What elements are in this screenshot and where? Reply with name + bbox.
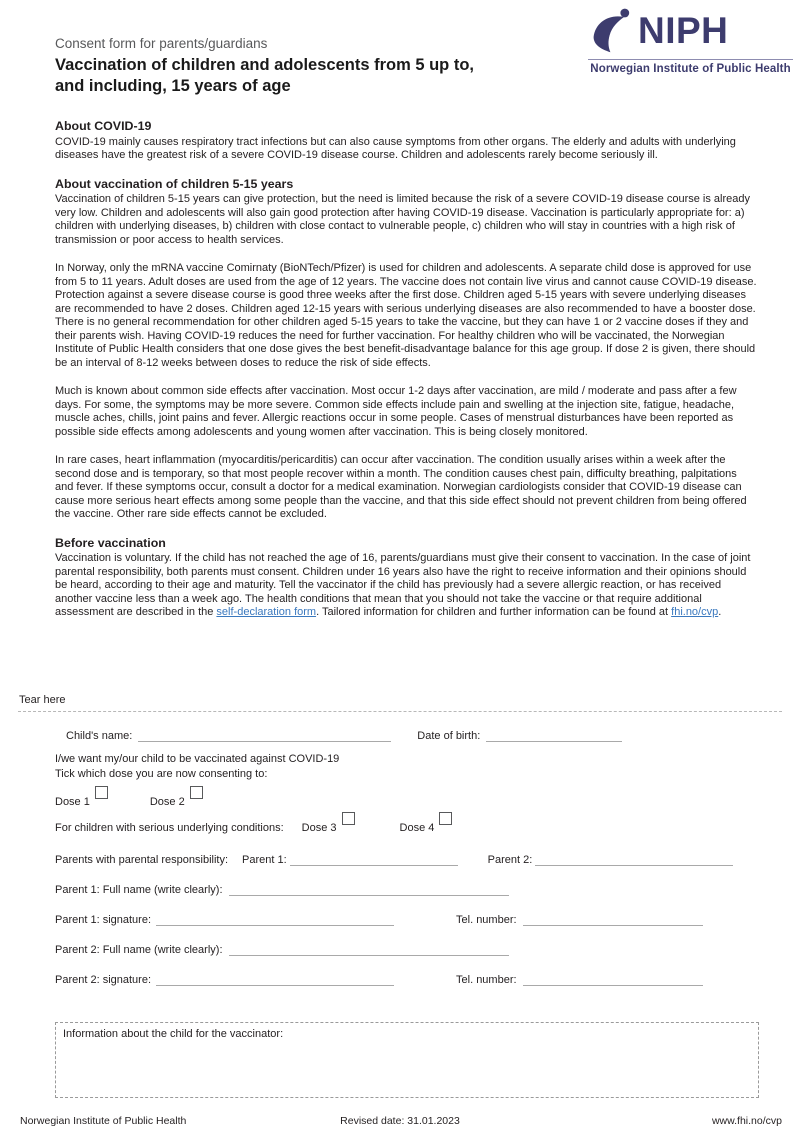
vaccinator-info-box[interactable]: [55, 1022, 759, 1098]
side-effects-paragraph: Much is known about common side effects after vaccination. Most occur 1-2 days after vaccination, are mild / moderate and pass after a few days. For some, the symptoms may be more severe. Common side effects include pain and swelling at the injection site, fatigue, headache, muscle aches, chills, joint pains and fever. Allergic reactions occur in some people. Cases of menstrual disturbances have been reported as possible side effects among adolescents and young women after vaccination. This is being closely monitored.: [55, 385, 737, 438]
parent1-name-field[interactable]: [290, 852, 458, 866]
page-title-line1: Vaccination of children and adolescents from 5 up to,: [55, 56, 474, 74]
dose-3-label: Dose 3: [301, 822, 337, 834]
parent1-fullname-field[interactable]: [229, 882, 509, 896]
before-vaccination-text-2: . Tailored information for children and further information can be found at: [316, 606, 672, 618]
niph-logo-acronym: NIPH: [638, 10, 729, 51]
footer-revised-date: Revised date: 31.01.2023: [340, 1115, 460, 1127]
dose-1-2-row: [55, 795, 203, 808]
page-title: [55, 55, 575, 97]
about-vaccination-heading: About vaccination of children 5-15 years: [55, 176, 294, 191]
parent1-signature-row: [55, 912, 703, 926]
parent2-fullname-row: [55, 942, 509, 956]
logo-divider: [588, 59, 793, 60]
before-vaccination-paragraph: [55, 552, 757, 620]
niph-logo-mark-icon: [588, 8, 636, 58]
dose-1-label: Dose 1: [55, 796, 90, 808]
parent2-fullname-field[interactable]: [229, 942, 509, 956]
about-covid-heading: About COVID-19: [55, 119, 152, 133]
vaccinator-info-label: Information about the child for the vaccinator:: [63, 1028, 284, 1040]
dose-3-4-row: [55, 821, 452, 834]
parent1-tel-field[interactable]: [523, 912, 703, 926]
footer-url: www.fhi.no/cvp: [711, 1115, 782, 1127]
header: [55, 36, 575, 97]
parent1-label: Parent 1:: [242, 854, 287, 866]
parent1-signature-field[interactable]: [156, 912, 394, 926]
child-name-row: [66, 728, 622, 742]
dose-4-checkbox[interactable]: [439, 812, 452, 825]
tear-here-label: Tear here: [19, 694, 66, 706]
parent1-fullname-row: [55, 882, 509, 896]
before-vaccination-text-1: Vaccination is voluntary. If the child has not reached the age of 16, parents/guardians must give their consent to vaccination. In the case of joint parental responsibility, both parents must consent. Children under 16 years also have the right to receive information and their opinions should be heard, according to their age and maturity. Tell the vaccinator if the child has previously had a severe allergic reaction, or has received another vaccine less than a week ago. The health conditions that mean that you should not take the vaccine or that require additional assessment are described in the: [55, 552, 751, 618]
serious-conditions-label: For children with serious underlying conditions:: [55, 822, 284, 834]
parent2-name-field[interactable]: [535, 852, 733, 866]
consent-statement: [55, 752, 339, 781]
date-of-birth-field[interactable]: [486, 728, 622, 742]
parent2-tel-label: Tel. number:: [456, 974, 517, 986]
dose-1-checkbox[interactable]: [95, 786, 108, 799]
consent-statement-line2: Tick which dose you are now consenting to:: [55, 767, 268, 780]
about-vaccination-paragraph-2: In Norway, only the mRNA vaccine Comirnaty (BioNTech/Pfizer) is used for children and adolescents. A separate child dose is approved for use from 5 to 11 years. Adult doses are used from the age of 12 years. The vaccine does not contain live virus and cannot cause COVID-19 disease. Protection against a severe disease course is good three weeks after the first dose. Children aged 5-15 years with severe underlying diseases are recommended to have 2 doses. Children aged 12-15 years with serious underlying diseases are also recommended to have a booster dose. There is no general recommendation for other children aged 5-15 years to take the vaccine, but they can have 1 or 2 vaccine doses if they and their parents wish. Having COVID-19 reduces the need for further vaccination. For healthy children who will be vaccinated, the Norwegian Institute of Public Health considers that one dose gives the best benefit-disadvantage balance for this age group. If dose 2 is given, there should be an interval of 8-12 weeks between doses to reduce the risk of side effects.: [55, 262, 757, 369]
childs-name-field[interactable]: [138, 728, 391, 742]
dose-2-label: Dose 2: [149, 796, 185, 808]
self-declaration-form-link[interactable]: self-declaration form: [216, 606, 317, 618]
form-subtitle: Consent form for parents/guardians: [55, 36, 268, 51]
niph-logo-name: Norwegian Institute of Public Health: [590, 63, 791, 75]
page-title-line2: and including, 15 years of age: [55, 77, 291, 95]
information-text: [55, 120, 757, 635]
parent2-tel-field[interactable]: [523, 972, 703, 986]
footer-institute: Norwegian Institute of Public Health: [20, 1115, 187, 1127]
parent2-signature-field[interactable]: [156, 972, 394, 986]
before-vaccination-heading: Before vaccination: [55, 535, 166, 550]
parent1-tel-label: Tel. number:: [456, 914, 517, 926]
about-vaccination-paragraph-1: Vaccination of children 5-15 years can give protection, but the need is limited because the risk of a severe COVID-19 disease course is already very low. Children and adolescents will also gain good protection after having COVID-19 disease. Vaccination is particularly appropriate for: a) children with underlying diseases, b) children with close contact to vulnerable people, c) children who will stay in countries with a high risk of transmission or poor access to health services.: [55, 193, 750, 246]
fhi-cvp-link[interactable]: fhi.no/cvp: [671, 606, 719, 618]
rare-side-effects-paragraph: In rare cases, heart inflammation (myocarditis/pericarditis) can occur after vaccination. The condition usually arises within a week after the second dose and is temporary, so that most people recover within a month. The condition causes chest pain, difficulty breathing, palpitations and fever. If these symptoms occur, consult a doctor for a medical examination. Norwegian cardiologists consider that COVID-19 disease can cause more serious heart effects among some people than the vaccine, and that this side effect should not prevent children from being offered the vaccine. Other rare side effects cannot be excluded.: [55, 454, 747, 520]
before-vaccination-text-3: .: [718, 606, 722, 618]
parent2-fullname-label: Parent 2: Full name (write clearly):: [55, 944, 223, 956]
parent1-signature-label: Parent 1: signature:: [55, 914, 152, 926]
tear-line: [18, 711, 782, 712]
parent1-fullname-label: Parent 1: Full name (write clearly):: [55, 884, 223, 896]
dose-3-checkbox[interactable]: [342, 812, 355, 825]
about-covid-paragraph: COVID-19 mainly causes respiratory tract infections but can also cause symptoms from other organs. The elderly and adults with underlying diseases have the greatest risk of a severe COVID-19 disease course. Children and adolescents rarely become seriously ill.: [55, 135, 736, 161]
parent2-label: Parent 2:: [487, 854, 533, 866]
parent2-signature-label: Parent 2: signature:: [55, 974, 152, 986]
parental-responsibility-row: [55, 852, 733, 866]
parental-responsibility-label: Parents with parental responsibility:: [55, 854, 229, 866]
niph-logo: [588, 8, 793, 75]
dose-4-label: Dose 4: [399, 822, 435, 834]
childs-name-label: Child's name:: [66, 730, 133, 742]
parent2-signature-row: [55, 972, 703, 986]
date-of-birth-label: Date of birth:: [417, 730, 481, 742]
consent-statement-line1: I/we want my/our child to be vaccinated against COVID-19: [55, 753, 340, 765]
dose-2-checkbox[interactable]: [190, 786, 203, 799]
